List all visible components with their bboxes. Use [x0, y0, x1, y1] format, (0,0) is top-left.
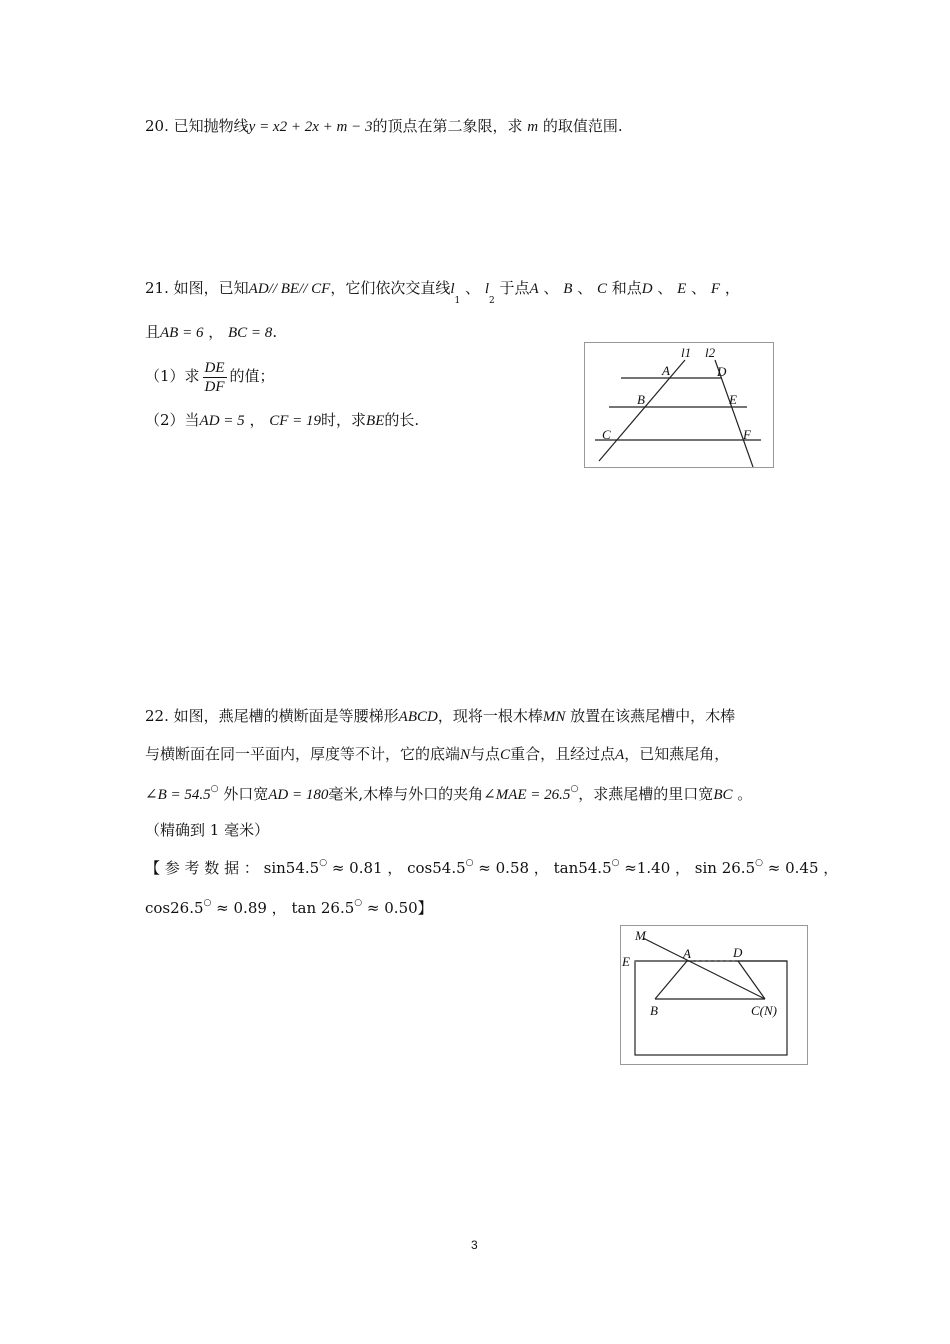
q22-ref-1 — [145, 858, 838, 881]
q22-p3c: ，求燕尾槽的里口宽 — [578, 785, 714, 803]
q22-deg-3: ○ — [319, 858, 328, 868]
q21-sub1-label: （1）求 — [145, 367, 200, 385]
q22-line-1 — [145, 706, 735, 727]
q21-frac-num: DE — [204, 359, 225, 376]
q22-p3a: 外口宽 — [223, 785, 269, 803]
q21-sub1 — [145, 356, 275, 396]
q21-figure-svg — [585, 343, 773, 467]
q22-p4: （精确到 1 毫米） — [145, 821, 270, 839]
q20-var-m: m — [527, 119, 539, 135]
q21-number: 21. — [145, 279, 169, 297]
q22-n: N — [460, 747, 471, 763]
q22-fig-m: M — [635, 928, 646, 943]
q22-sin265: sin 26.5 — [694, 859, 756, 877]
q21-sub2-label: （2）当 — [145, 411, 200, 429]
q22-cos545-val: ≈ 0.58 ， — [478, 859, 549, 877]
q22-deg-2: ○ — [570, 784, 579, 794]
q21-text-4: 和点 — [611, 279, 642, 297]
q21-text-3: 于点 — [499, 279, 530, 297]
q22-p2c: 重合，且经过点 — [510, 745, 616, 763]
q22-p3b: 毫米,木棒与外口的夹角 — [328, 785, 484, 803]
q22-p2a: 与横断面在同一平面内，厚度等不计，它的底端 — [145, 745, 461, 763]
q22-p2b: 与点 — [470, 745, 501, 763]
q22-a: A — [615, 747, 625, 763]
q21-fig-c: C — [602, 427, 611, 442]
q21-l1-sub: 1 — [454, 296, 461, 306]
q20-number: 20. — [145, 117, 169, 135]
q22-deg-7: ○ — [203, 898, 212, 908]
q21-l1: l — [450, 281, 455, 297]
q22-fig-cn: C(N) — [751, 1003, 777, 1018]
q20-text-3: 的取值范围. — [542, 117, 623, 135]
q22-tan545-val: ≈1.40 ， — [624, 859, 691, 877]
q22-angle-mae: ∠MAE = 26.5 — [483, 787, 571, 803]
q22-p3d: 。 — [737, 785, 753, 803]
q22-fig-b: B — [650, 1003, 658, 1018]
q21-sub2-tail: 的长. — [384, 411, 420, 429]
q22-tan265: tan 26.5 — [291, 899, 355, 917]
q22-fig-a: A — [683, 946, 691, 961]
q21-point-f: F — [710, 281, 721, 297]
q20-equation: y = x2 + 2x + m − 3 — [248, 119, 373, 135]
q21-ad: AD = 5 — [199, 413, 245, 429]
q21-figure — [584, 342, 774, 468]
q22-deg-1: ○ — [210, 784, 219, 794]
q21-sub2-mid: 时，求 — [321, 411, 367, 429]
q22-deg-6: ○ — [755, 858, 763, 868]
q22-rod-mn — [643, 938, 765, 999]
q22-angle-b: ∠B = 54.5 — [145, 787, 211, 803]
q21-text-2: ，它们依次交直线 — [330, 279, 451, 297]
q21-ab: AB = 6 — [160, 325, 204, 341]
q22-ref-open: 【 参 考 数 据 ： — [145, 859, 259, 877]
q21-fig-e: E — [729, 392, 737, 407]
q21-point-c: C — [596, 281, 607, 297]
q22-line-ab — [655, 961, 687, 999]
q21-fig-d: D — [717, 364, 727, 379]
q22-c: C — [500, 747, 511, 763]
q20-text-2: 的顶点在第二象限，求 — [372, 117, 523, 135]
q22-p1a: 如图，燕尾槽的横断面是等腰梯形 — [173, 707, 399, 725]
q22-tan265-val: ≈ 0.50】 — [366, 899, 433, 917]
q22-cos265-val: ≈ 0.89 ， — [216, 899, 287, 917]
q21-fig-l1: l1 — [681, 345, 692, 360]
q21-point-b: B — [563, 281, 573, 297]
q21-text-1: 如图，已知 — [173, 279, 249, 297]
q21-fig-a: A — [662, 363, 670, 378]
q22-sin545: sin54.5 — [263, 859, 320, 877]
q22-figure-svg — [621, 926, 807, 1064]
q22-line-3 — [145, 784, 752, 807]
q22-fig-e: E — [622, 954, 630, 969]
q21-frac-den: DF — [204, 378, 225, 395]
q21-line-1: 21. 如图，已知AD// BE// CF，它们依次交直线$l_1$ 、 $l_2$ 于点A 、 B 、 C 和点D 、 E 、 F ， — [145, 279, 740, 306]
q22-bc: BC — [713, 787, 733, 803]
q22-line-2 — [145, 744, 729, 765]
q21-fraction — [203, 359, 227, 396]
q21-line-l1 — [599, 360, 685, 461]
q21-bc: BC = 8 — [228, 325, 273, 341]
q22-cos265: cos26.5 — [145, 899, 204, 917]
q22-p1b: ，现将一根木棒 — [437, 707, 543, 725]
q21-cf: CF = 19 — [269, 413, 322, 429]
q21-l2-sub: 2 — [489, 296, 495, 306]
q21-line2-prefix: 且 — [145, 323, 161, 341]
q21-fig-f: F — [743, 427, 751, 442]
q22-ref-2 — [145, 898, 433, 921]
q22-number: 22. — [145, 707, 169, 725]
q22-deg-5: ○ — [611, 858, 620, 868]
q21-fig-l2: l2 — [705, 345, 716, 360]
q21-sub1-tail: 的值； — [229, 367, 275, 385]
q22-cos545: cos54.5 — [407, 859, 466, 877]
q21-sep: 、 — [465, 279, 481, 297]
q22-mn: MN — [542, 709, 566, 725]
q22-ad: AD = 180 — [268, 787, 329, 803]
q22-abcd: ABCD — [398, 709, 438, 725]
q22-figure — [620, 925, 808, 1065]
q22-deg-4: ○ — [465, 858, 474, 868]
q22-deg-8: ○ — [354, 898, 363, 908]
q21-sub2: （2）当AD = 5 ， CF = 19时，求BE的长. — [145, 411, 420, 429]
q22-line-4 — [145, 820, 269, 840]
q21-parallel: AD// BE// CF — [248, 281, 331, 297]
q21-fig-b: B — [637, 392, 645, 407]
q22-sin545-val: ≈ 0.81 ， — [331, 859, 403, 877]
q22-p2d: ，已知燕尾角， — [624, 745, 730, 763]
q21-point-d: D — [641, 281, 653, 297]
q21-l2: l — [484, 281, 489, 297]
q22-p1c: 放置在该燕尾槽中，木棒 — [570, 707, 736, 725]
q20-text-1: 已知抛物线 — [173, 117, 249, 135]
q22-fig-d: D — [733, 945, 743, 960]
q21-be: BE — [366, 413, 385, 429]
q22-sin265-val: ≈ 0.45 ， — [767, 859, 839, 877]
q22-line-dc — [738, 961, 765, 999]
page-number: 3 — [471, 1238, 478, 1252]
q21-line-2: 且AB = 6 ， BC = 8. — [145, 323, 278, 341]
q20-line — [145, 116, 623, 137]
q21-point-e: E — [677, 281, 687, 297]
q21-point-a: A — [529, 281, 539, 297]
q22-tan545: tan54.5 — [553, 859, 612, 877]
